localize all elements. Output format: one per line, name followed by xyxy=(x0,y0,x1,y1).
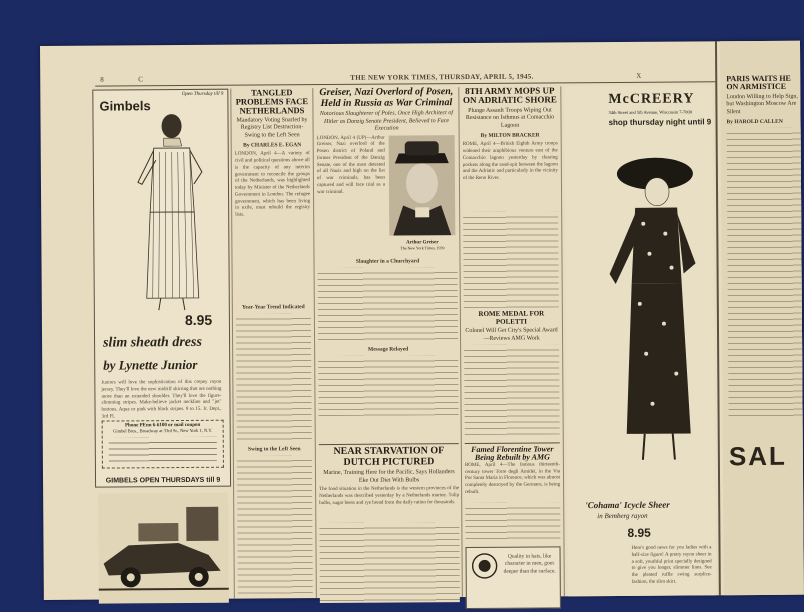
mccreery-address: 34th Street and 5th Avenue, Wisconsin 7-7000 xyxy=(608,109,693,116)
subhead-message: Message Relayed xyxy=(368,345,409,353)
gimbels-ad xyxy=(92,89,231,488)
adjacent-subhead: London Willing to Help Sign, but Washington Moscow Are Silent xyxy=(726,93,798,115)
newspaper-page xyxy=(40,41,804,600)
gimbels-price: 8.95 xyxy=(184,311,213,328)
mccreery-copy: Here's good news for you ladies with a half-size figure! A pretty rayon sheer in a soft, youthful print specially designed to give you longer, slimmer lines. See the pleated ruffle swing surplice-fashion, the slim skirt. xyxy=(631,545,712,585)
headline: Greiser, Nazi Overlord of Posen, Held in Russia as War Criminal xyxy=(319,86,454,109)
gimbels-designer: by Lynette Junior xyxy=(103,356,198,373)
body-text-lines xyxy=(236,313,312,444)
mccreery-product-sub: in Bemberg rayon xyxy=(597,511,648,521)
headline: Famed Florentine Tower Being Rebuilt by AMG xyxy=(471,444,554,463)
article-body: ROME, April 4—British Eighth Army troops widened their amphibious venture east of the Comacchio lagoon yesterday by clearing pockets along the sand-spit between the lagoon and the Adriatic and particularly in the vicinity of the Reno River. xyxy=(462,141,558,182)
body-text-lines xyxy=(318,355,458,416)
article-body: The food situation in the Netherlands is the western provinces of the Netherlands was described yesterday by a Netherlands marine. Tulip bulbs, sugar beets and rye bread form the daily ration for thousands. xyxy=(319,486,460,506)
adjacent-page xyxy=(720,41,804,596)
article-tangled-problems xyxy=(234,88,313,599)
body-text-lines xyxy=(237,455,313,596)
body-text-lines xyxy=(465,502,560,543)
adjacent-byline: By HAROLD CALLEN xyxy=(726,119,783,126)
page-section-letter-right: X xyxy=(636,71,642,80)
subhead-rome-medal: ROME MEDAL FOR POLETTI xyxy=(478,309,545,326)
article-body: ROME, April 4—The famous thirteenth-century tower Torre degli Amidei, in the Via Por Santa Maria in Florence, which was almost completely destroyed by the Germans, is being rebuilt. xyxy=(464,462,561,495)
illustration-ad xyxy=(98,493,229,604)
subhead: Mandatory Voting Snarled by Registry List Destruction-Swing to the Left Seen xyxy=(236,116,308,139)
subhead: Marine, Training Here for the Pacific, Says Hollanders Eke Out Diet With Bulbs xyxy=(323,469,455,484)
subhead: Plunge Assault Troops Wiping Out Resistance on Isthmus at Comacchio Lagoon xyxy=(465,107,555,129)
coupon-lines xyxy=(109,437,217,462)
subhead: Notorious Slaughterer of Poles, Once High Architect of Hitler as Danzig Senate President, Believed to Face Execution xyxy=(319,110,454,132)
photo-greiser xyxy=(389,135,456,255)
body-text-lines xyxy=(319,522,460,603)
gimbels-footer: GIMBELS OPEN THURSDAYS till 9 xyxy=(105,476,221,485)
portrait-photo xyxy=(389,135,456,235)
emblem-icon xyxy=(471,552,499,580)
subhead-churchyard: Slaughter in a Churchyard xyxy=(355,257,420,265)
adjacent-headline: PARIS WAITS HE ON ARMISTICE xyxy=(726,73,791,92)
page-number: 8 xyxy=(100,75,105,84)
subhead-year-trend: Year-Year Trend Indicated xyxy=(241,304,305,311)
mccreery-logo: McCREERY xyxy=(608,91,695,108)
article-body: LONDON, April 4 (UP)—Arthur Greiser, Nazi overlord of the Posen district of Poland and former President of the Danzig Senate, one of the most detested of all Nazis and high on the list of war criminals, has been captured and will face trial as a war criminal. xyxy=(316,135,385,195)
headline: TANGLED PROBLEMS FACE NETHERLANDS xyxy=(235,87,309,116)
adjacent-banner: SAL xyxy=(728,440,787,472)
gimbels-copy: Juniors will love the sophistication of this crepey rayon jersey. They'll love the new midriff shirring that are nothing more than an extended shoulder. They'll love the figure-slimming stripes. Make-believe jacket neckline and "jet" buttons. Aqua or pink with black stripes. 9 to 15. Jr. Dept., 3rd Fl. xyxy=(101,379,222,420)
hat-ad xyxy=(466,546,561,609)
body-text-lines xyxy=(464,344,560,435)
car-illustration xyxy=(98,493,229,604)
headline: 8TH ARMY MOPS UP ON ADRIATIC SHORE xyxy=(462,85,557,106)
gimbels-open-top: Open Thursday till 9 xyxy=(181,91,224,98)
article-florentine-tower xyxy=(465,442,561,597)
mccreery-hours: shop thursday night until 9 xyxy=(608,117,712,128)
dress-illustration xyxy=(123,112,214,313)
hat-ad-tagline: Quality in hats, like character in men, goes deeper than the surface. xyxy=(503,553,556,575)
fashion-illustration xyxy=(585,133,707,464)
byline: By MILTON BRACKER xyxy=(480,132,540,140)
headline: NEAR STARVATION OF DUTCH PICTURED xyxy=(333,445,445,468)
body-text-lines xyxy=(463,212,559,309)
mccreery-price: 8.95 xyxy=(627,525,651,540)
photo-caption: Arthur Greiser xyxy=(406,239,439,245)
coupon-title: Phone PEnn 6-6100 or mail coupon xyxy=(124,422,201,429)
gimbels-logo: Gimbels xyxy=(99,98,151,114)
gimbels-product-name: slim sheath dress xyxy=(103,334,202,351)
mccreery-product: 'Cohama' Icycle Sheer xyxy=(585,499,670,511)
masthead-title: THE NEW YORK TIMES, THURSDAY, APRIL 5, 1945. xyxy=(350,72,534,82)
photo-credit: The New York Times, 1939 xyxy=(400,244,445,250)
body-text-lines xyxy=(318,267,459,344)
subhead-poletti: Colonel Will Get City's Special Award—Reviews AMG Work xyxy=(465,327,558,342)
article-body: LONDON, April 4—A variety of civil and political questions above all is the capacity of any interim government to reconcile the groups of the Netherlands, was highlighted today by Minister of the Netherlands Government in London. The refugee government, which has been living in exile, must rebuild the registry lists. xyxy=(234,151,311,218)
page-section-letter: C xyxy=(138,75,144,84)
article-near-starvation xyxy=(319,443,460,598)
body-text-lines xyxy=(727,128,803,419)
gimbels-coupon xyxy=(102,420,224,469)
subhead-swing-left: Swing to the Left Seen xyxy=(248,446,301,453)
mccreery-ad xyxy=(564,85,716,596)
byline: By CHARLES E. EGAN xyxy=(243,142,302,149)
coupon-address: Gimbel Bros., Broadway at 33rd St., New York 1, N.Y. xyxy=(113,427,213,434)
